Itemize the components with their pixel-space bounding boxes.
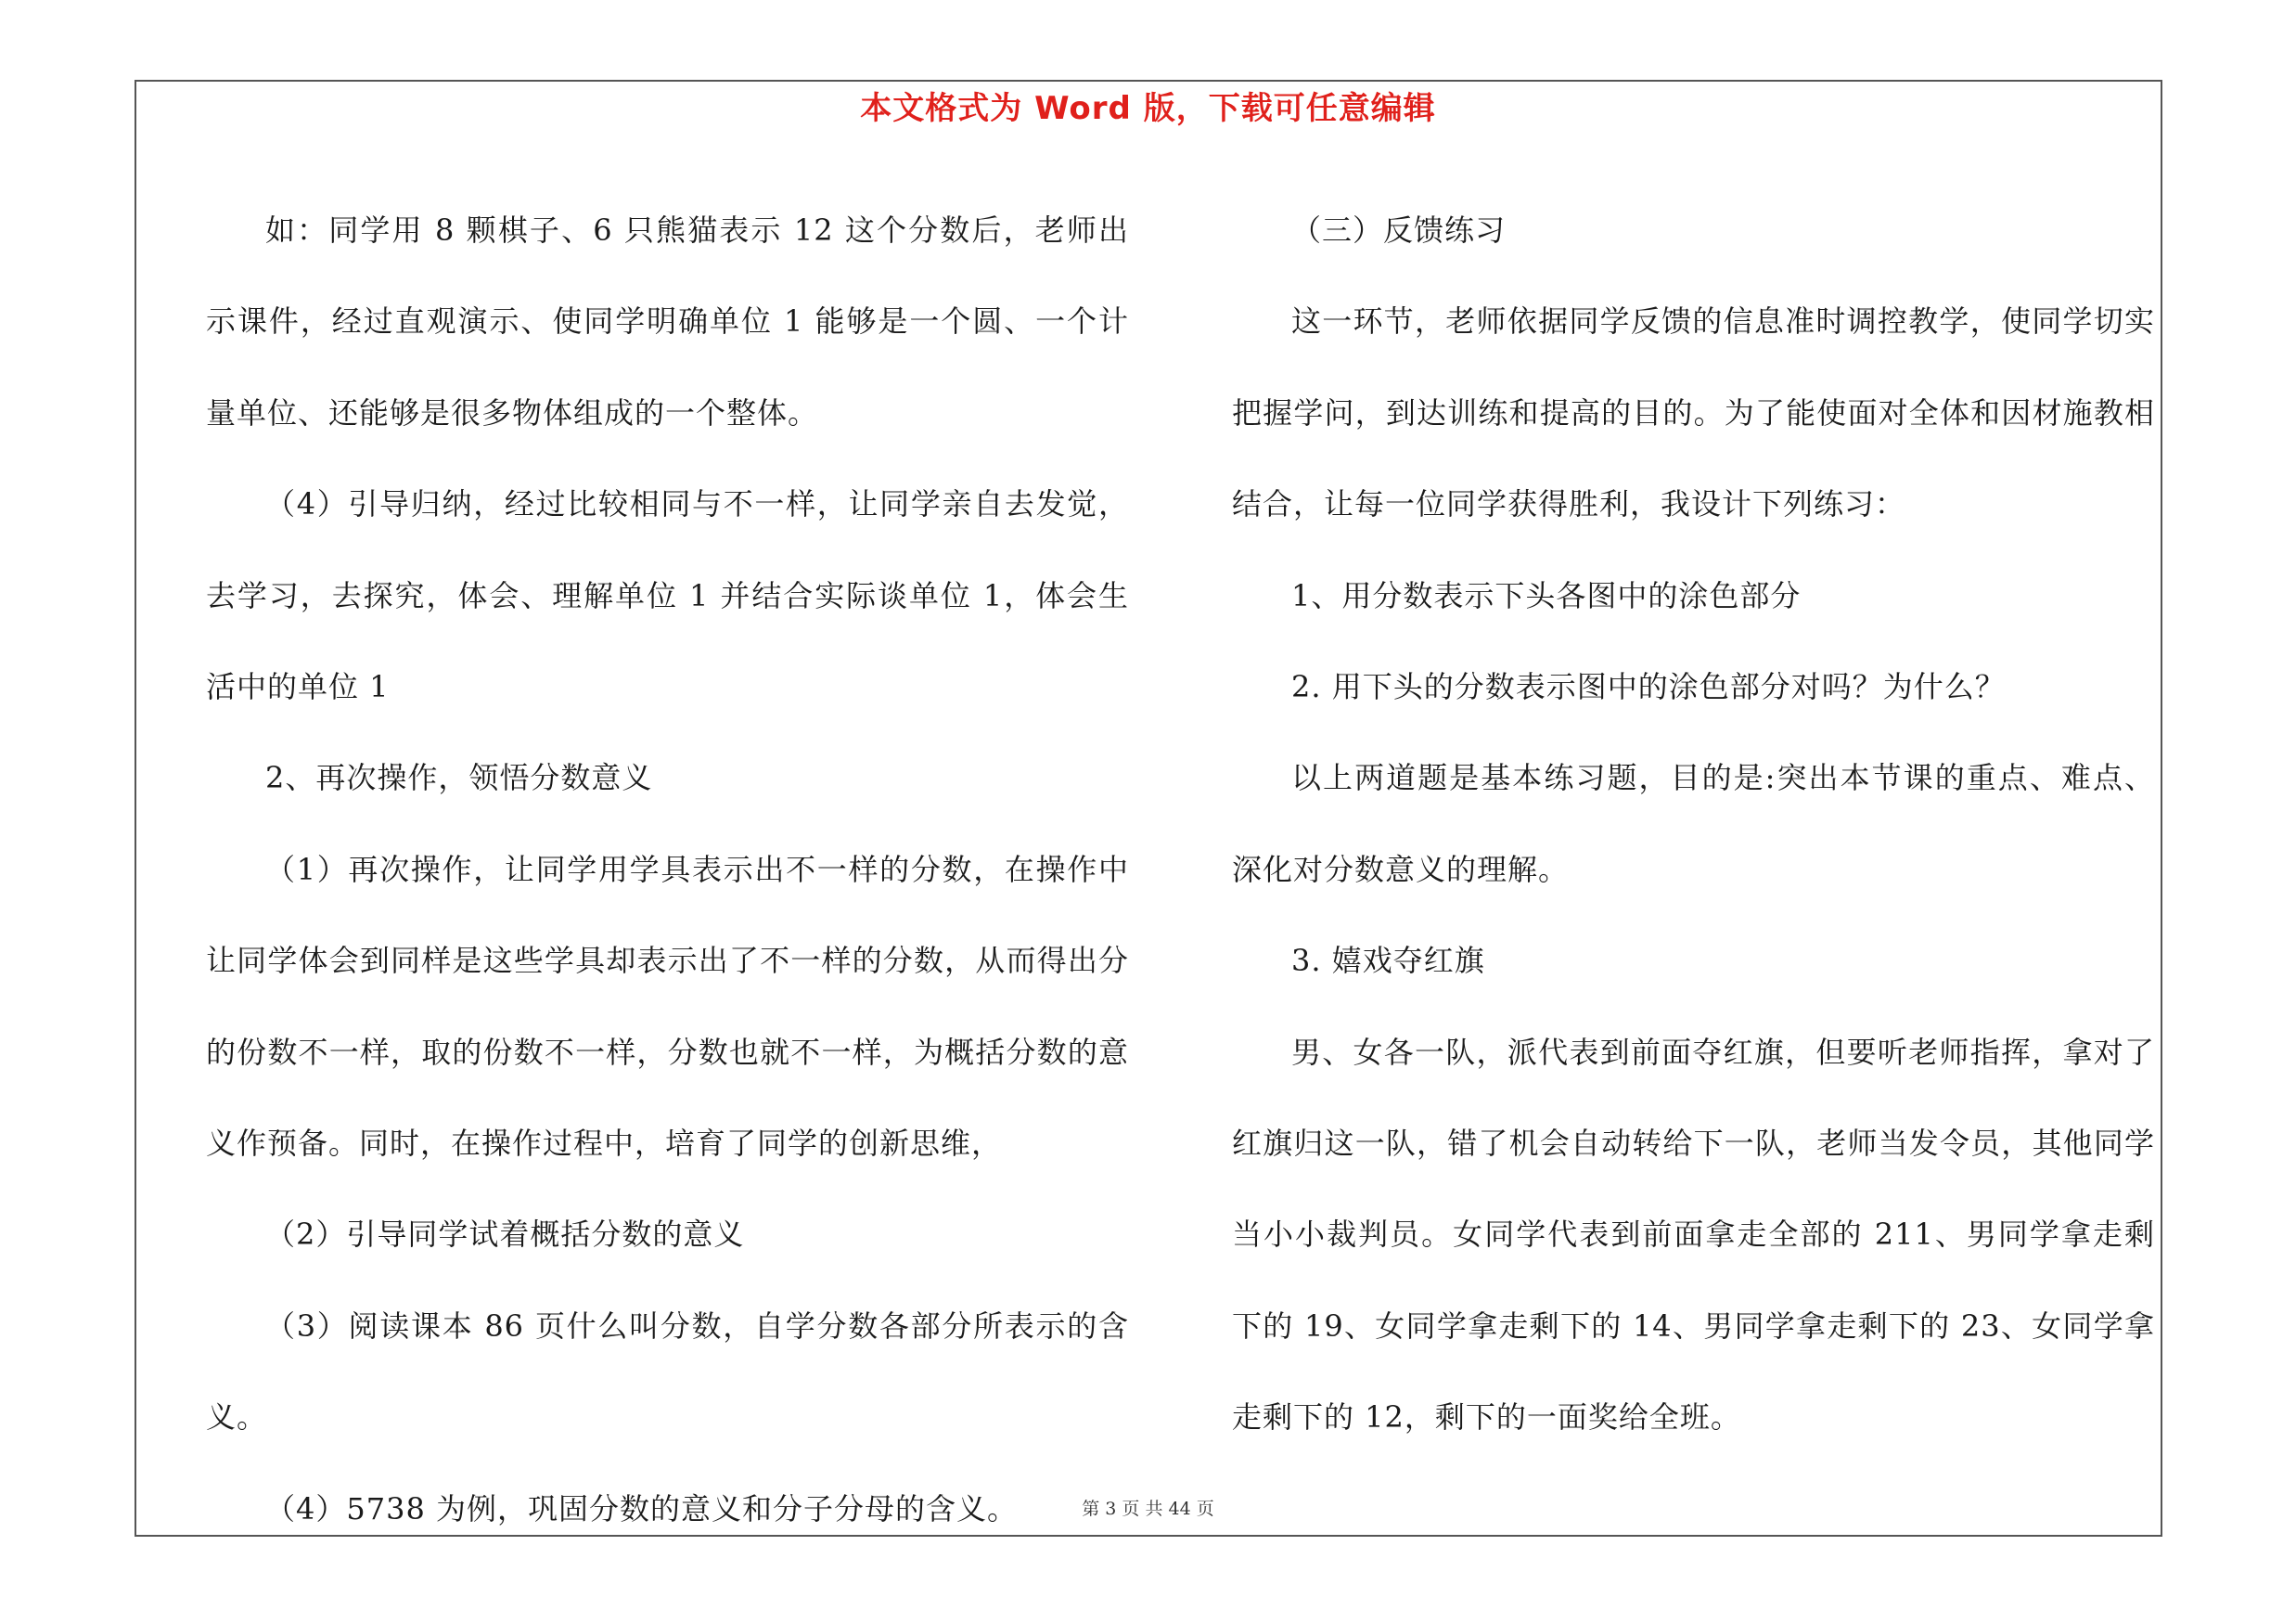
paragraph: 男、女各一队，派代表到前面夺红旗，但要听老师指挥，拿对了红旗归这一队，错了机会自动转给下一队，老师当发令员，其他同学当小小裁判员。女同学代表到前面拿走全部的 211、男同学拿走剩下的 19、女同学拿走剩下的 14、男同学拿走剩下的 23、女同学拿走剩下的 12，剩下的一面奖给全班。 <box>1232 1034 2155 1436</box>
left-column <box>206 185 1129 1554</box>
paragraph: （4）5738 为例，巩固分数的意义和分子分母的含义。 <box>265 1490 1018 1526</box>
paragraph: （4）引导归纳，经过比较相同与不一样，让同学亲自去发觉，去学习，去探究，体会、理解单位 1 并结合实际谈单位 1，体会生活中的单位 1 <box>206 486 1129 705</box>
paragraph: （3）阅读课本 86 页什么叫分数，自学分数各部分所表示的含义。 <box>206 1307 1129 1436</box>
paragraph: 2. 用下头的分数表示图中的涂色部分对吗？为什么？ <box>1291 669 2006 705</box>
paragraph: 以上两道题是基本练习题，目的是:突出本节课的重点、难点、深化对分数意义的理解。 <box>1232 760 2155 887</box>
paragraph: （1）再次操作，让同学用学具表示出不一样的分数，在操作中让同学体会到同样是这些学具却表示出了不一样的分数，从而得出分的份数不一样，取的份数不一样，分数也就不一样，为概括分数的意义作预备。同时，在操作过程中，培育了同学的创新思维， <box>206 851 1129 1162</box>
paragraph: 3. 嬉戏夺红旗 <box>1291 943 1485 979</box>
paragraph: 如：同学用 8 颗棋子、6 只熊猫表示 12 这个分数后，老师出示课件，经过直观演示、使同学明确单位 1 能够是一个圆、一个计量单位、还能够是很多物体组成的一个整体。 <box>206 213 1129 431</box>
paragraph: 2、再次操作，领悟分数意义 <box>265 760 653 796</box>
format-banner: 本文格式为 Word 版，下载可任意编辑 <box>860 90 1436 127</box>
paragraph: 1、用分数表示下头各图中的涂色部分 <box>1291 577 1802 613</box>
page-number-footer: 第 3 页 共 44 页 <box>1082 1499 1214 1519</box>
right-column <box>1232 185 2155 1463</box>
paragraph: 这一环节，老师依据同学反馈的信息准时调控教学，使同学切实把握学问，到达训练和提高的目的。为了能使面对全体和因材施教相结合，让每一位同学获得胜利，我设计下列练习： <box>1232 303 2155 522</box>
section-heading: （三）反馈练习 <box>1291 213 1507 248</box>
paragraph: （2）引导同学试着概括分数的意义 <box>265 1217 745 1253</box>
